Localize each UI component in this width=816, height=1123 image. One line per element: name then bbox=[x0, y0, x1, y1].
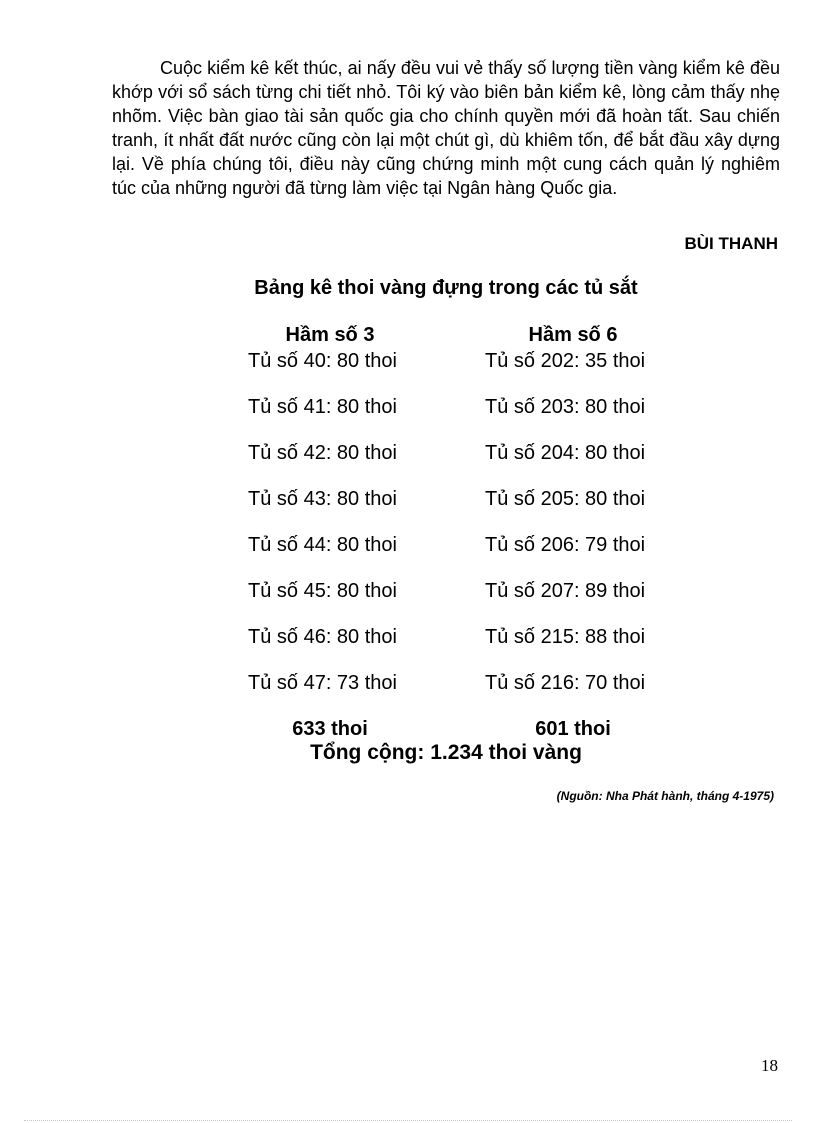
column-heading: Hầm số 3 bbox=[285, 324, 375, 346]
column-heading: Hầm số 6 bbox=[528, 324, 618, 346]
vault-6-column bbox=[443, 322, 703, 742]
table-row: Tủ số 43: 80 thoi bbox=[248, 488, 397, 510]
table-row: Tủ số 216: 70 thoi bbox=[485, 672, 646, 694]
table-row: Tủ số 215: 88 thoi bbox=[485, 626, 646, 648]
column-total: 633 thoi bbox=[292, 718, 368, 740]
table-row: Tủ số 41: 80 thoi bbox=[248, 396, 397, 418]
table-row: Tủ số 202: 35 thoi bbox=[485, 350, 646, 372]
column-total: 601 thoi bbox=[535, 718, 611, 740]
grand-total: Tổng cộng: 1.234 thoi vàng bbox=[310, 741, 582, 764]
vault-3-column bbox=[200, 322, 460, 742]
table-row: Tủ số 40: 80 thoi bbox=[248, 350, 397, 372]
table-row: Tủ số 45: 80 thoi bbox=[248, 580, 397, 602]
table-row: Tủ số 42: 80 thoi bbox=[248, 442, 397, 464]
author-name: BÙI THANH bbox=[684, 234, 778, 253]
table-row: Tủ số 44: 80 thoi bbox=[248, 534, 397, 556]
source-note: (Nguồn: Nha Phát hành, tháng 4-1975) bbox=[556, 789, 774, 803]
table-row: Tủ số 203: 80 thoi bbox=[485, 396, 646, 418]
table-title: Bảng kê thoi vàng đựng trong các tủ sắt bbox=[254, 277, 638, 299]
table-row: Tủ số 207: 89 thoi bbox=[485, 580, 646, 602]
table-row: Tủ số 206: 79 thoi bbox=[485, 534, 646, 556]
table-row: Tủ số 205: 80 thoi bbox=[485, 488, 646, 510]
footer-divider bbox=[24, 1120, 792, 1121]
paragraph-text: Cuộc kiểm kê kết thúc, ai nấy đều vui vẻ thấy số lượng tiền vàng kiểm kê đều khớp với sổ sách từng chi tiết nhỏ. Tôi ký vào biên bản kiểm kê, lòng cảm thấy nhẹ nhõm. Việc bàn giao tài sản quốc gia cho chính quyền mới đã hoàn tất. Sau chiến tranh, ít nhất đất nước cũng còn lại một chút gì, dù khiêm tốn, để bắt đầu xây dựng lại. Về phía chúng tôi, điều này cũng chứng minh một cung cách quản lý nghiêm túc của những người đã từng làm việc tại Ngân hàng Quốc gia. bbox=[112, 58, 780, 198]
page-number: 18 bbox=[761, 1056, 778, 1075]
table-row: Tủ số 204: 80 thoi bbox=[485, 442, 646, 464]
table-row: Tủ số 46: 80 thoi bbox=[248, 626, 397, 648]
body-paragraph bbox=[112, 56, 780, 200]
table-row: Tủ số 47: 73 thoi bbox=[248, 672, 397, 694]
